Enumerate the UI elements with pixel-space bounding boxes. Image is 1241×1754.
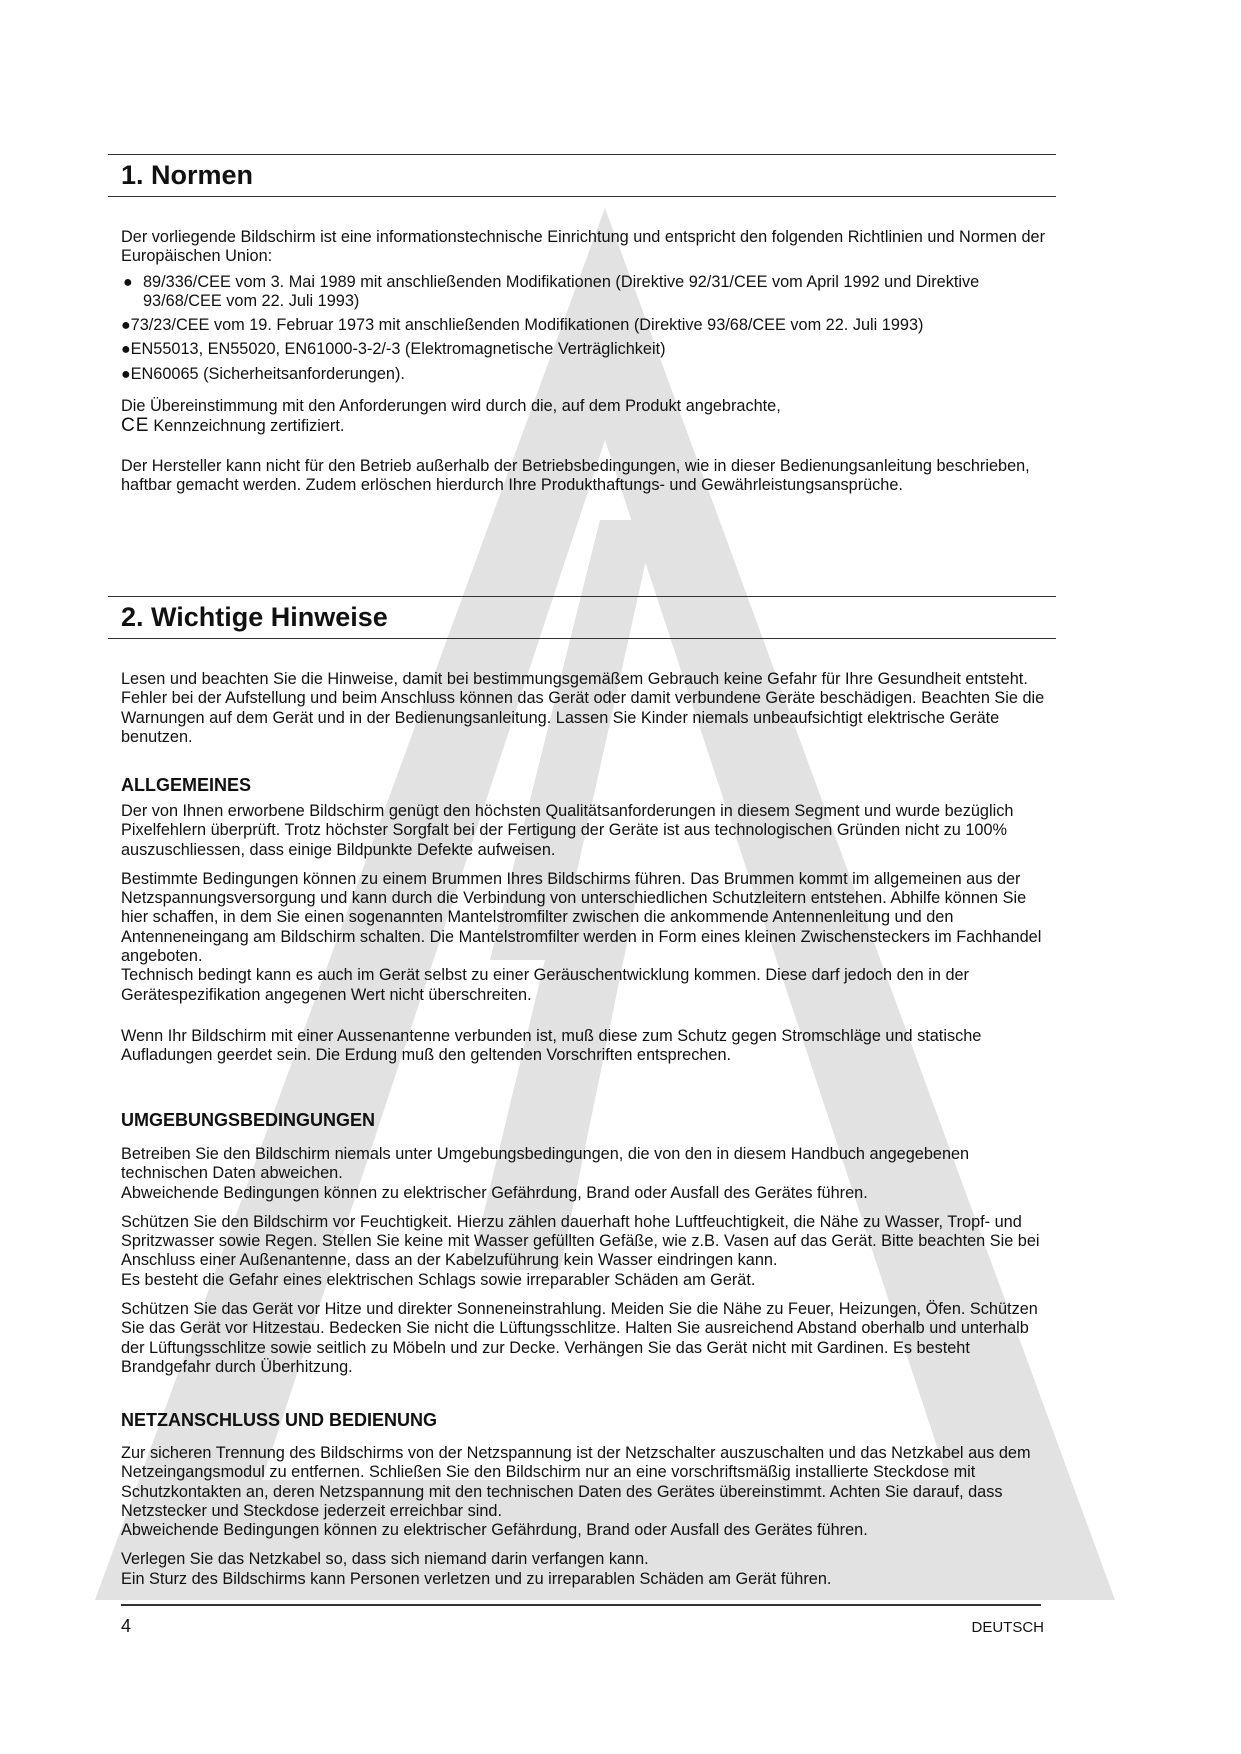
section1-bottom-rule (108, 196, 1056, 197)
umgebung-heading: UMGEBUNGSBEDINGUNGEN (121, 1110, 376, 1130)
liability-paragraph: Der Hersteller kann nicht für den Betrieb außerhalb der Betriebsbedingungen, wie in dieser Bedienungsanleitung beschrieben, haftbar gemacht werden. Zudem erlöschen hierdurch Ihre Produkthaftungs- und Gewährleistungsansprüche. (121, 456, 1030, 494)
list-item: ●EN55013, EN55020, EN61000-3-2/-3 (Elektromagnetische Verträglichkeit) (121, 340, 666, 359)
paragraph: Abweichende Bedingungen können zu elektrischer Gefährdung, Brand oder Ausfall des Gerätes führen. (121, 1521, 868, 1540)
netz-body (121, 1444, 1051, 1589)
ce-mark-icon: CE (121, 415, 150, 437)
paragraph: Bestimmte Bedingungen können zu einem Brummen Ihres Bildschirms führen. Das Brummen kommt im allgemeinen aus der Netzspannungsversorgung und kann durch die Verbindung von unterschiedlichen Schutzleitern entstehen. Abhilfe können Sie hier schaffen, in dem Sie einen sogenannten Mantelstromfilter zwischen die ankommende Antennenleitung und den Antenneneingang am Bildschirm schalten. Die Mantelstromfilter werden in Form eines kleinen Zwischensteckers im Fachhandel angeboten. (121, 869, 1042, 966)
list-item: ●EN60065 (Sicherheitsanforderungen). (121, 364, 405, 383)
footer-rule (121, 1604, 1041, 1606)
netz-heading: NETZANSCHLUSS UND BEDIENUNG (121, 1410, 438, 1430)
paragraph: Betreiben Sie den Bildschirm niemals unter Umgebungsbedingungen, die von den in diesem Handbuch angegebenen technischen Daten abweichen. (121, 1145, 970, 1183)
paragraph: Ein Sturz des Bildschirms kann Personen verletzen und zu irreparablen Schäden am Gerät führen. (121, 1569, 832, 1588)
allgemeines-heading: ALLGEMEINES (121, 775, 252, 795)
paragraph: Es besteht die Gefahr eines elektrischen Schlags sowie irreparabler Schäden am Gerät. (121, 1270, 756, 1289)
paragraph: Technisch bedingt kann es auch im Gerät selbst zu einer Geräuschentwicklung kommen. Diese darf jedoch den in der Gerätespezifikation angegenen Wert nicht überschreiten. (121, 966, 969, 1004)
conformity-line-ce: CE Kennzeichnung zertifiziert. (121, 415, 345, 437)
paragraph: Zur sicheren Trennung des Bildschirms von der Netzspannung ist der Netzschalter auszuschalten und das Netzkabel aus dem Netzeingangsmodul zu entfernen. Schließen Sie den Bildschirm nur an eine vorschriftsmäßig installierte Steckdose mit Schutzkontakten an, deren Netzspannung mit den technischen Daten des Gerätes übereinstimmt. Achten Sie darauf, dass Netzstecker und Steckdose jederzeit erreichbar sind. (121, 1444, 1031, 1520)
page-number: 4 (121, 1616, 132, 1636)
section2-intro: Lesen und beachten Sie die Hinweise, damit bei bestimmungsgemäßem Gebrauch keine Gefahr für Ihre Gesundheit entsteht. Fehler bei der Aufstellung und beim Anschluss können das Gerät oder damit verbundene Geräte beschädigen. Beachten Sie die Warnungen auf dem Gerät und in der Bedienungsanleitung. Lassen Sie Kinder niemals unbeaufsichtigt elektrische Geräte benutzen. (121, 670, 1045, 746)
conformity-line: Die Übereinstimmung mit den Anforderungen wird durch die, auf dem Produkt angebrachte, (121, 397, 781, 416)
section1-title: 1. Normen (121, 160, 254, 190)
footer-language: DEUTSCH (971, 1619, 1044, 1636)
section2-title: 2. Wichtige Hinweise (121, 602, 388, 632)
umgebung-body (121, 1145, 1051, 1377)
standards-list (121, 273, 1051, 384)
paragraph: Wenn Ihr Bildschirm mit einer Aussenantenne verbunden ist, muß diese zum Schutz gegen Stromschläge und statische Aufladungen geerdet sein. Die Erdung muß den geltenden Vorschriften entsprechen. (121, 1026, 982, 1065)
list-item: ● 89/336/CEE vom 3. Mai 1989 mit anschließenden Modifikationen (Direktive 92/31/CEE vom April 1992 und Direktive 93/68/CEE vom 22. Juli 1993) (123, 272, 980, 310)
section2-intro-block (121, 670, 1051, 747)
paragraph: Der von Ihnen erworbene Bildschirm genügt den höchsten Qualitätsanforderungen in diesem Segment und wurde bezüglich Pixelfehlern überprüft. Trotz höchster Sorgfalt bei der Fertigung der Geräte ist aus technologischen Gründen nicht zu 100% auszuschliessen, dass einige Bildpunkte Defekte aufweisen. (121, 802, 1014, 859)
section2-top-rule (108, 596, 1056, 597)
section1-intro: Der vorliegende Bildschirm ist eine informationstechnische Einrichtung und entspricht den folgenden Richtlinien und Normen der Europäischen Union: (121, 228, 1046, 266)
allgemeines-body (121, 802, 1051, 1066)
section1-body (121, 228, 1051, 495)
section2-bottom-rule (108, 638, 1056, 639)
paragraph: Verlegen Sie das Netzkabel so, dass sich niemand darin verfangen kann. (121, 1550, 649, 1569)
paragraph: Schützen Sie den Bildschirm vor Feuchtigkeit. Hierzu zählen dauerhaft hohe Luftfeuchtigkeit, die Nähe zu Wasser, Tropf- und Spritzwasser sowie Regen. Stellen Sie keine mit Wasser gefüllten Gefäße, wie z.B. Vasen auf das Gerät. Bitte beachten Sie bei Anschluss einer Außenantenne, dass an der Kabelzuführung kein Wasser eindringen kann. (121, 1212, 1040, 1270)
paragraph: Abweichende Bedingungen können zu elektrischer Gefährdung, Brand oder Ausfall des Gerätes führen. (121, 1183, 868, 1202)
paragraph: Schützen Sie das Gerät vor Hitze und direkter Sonneneinstrahlung. Meiden Sie die Nähe zu Feuer, Heizungen, Öfen. Schützen Sie das Gerät vor Hitzestau. Bedecken Sie nicht die Lüftungsschlitze. Halten Sie ausreichend Abstand oberhalb und unterhalb der Lüftungsschlitze sowie seitlich zu Möbeln und zur Decke. Verhängen Sie das Gerät nicht mit Gardinen. Es besteht Brandgefahr durch Überhitzung. (121, 1300, 1038, 1376)
list-item: ●73/23/CEE vom 19. Februar 1973 mit anschließenden Modifikationen (Direktive 93/68/CEE vom 22. Juli 1993) (121, 316, 924, 335)
section1-top-rule (108, 154, 1056, 155)
